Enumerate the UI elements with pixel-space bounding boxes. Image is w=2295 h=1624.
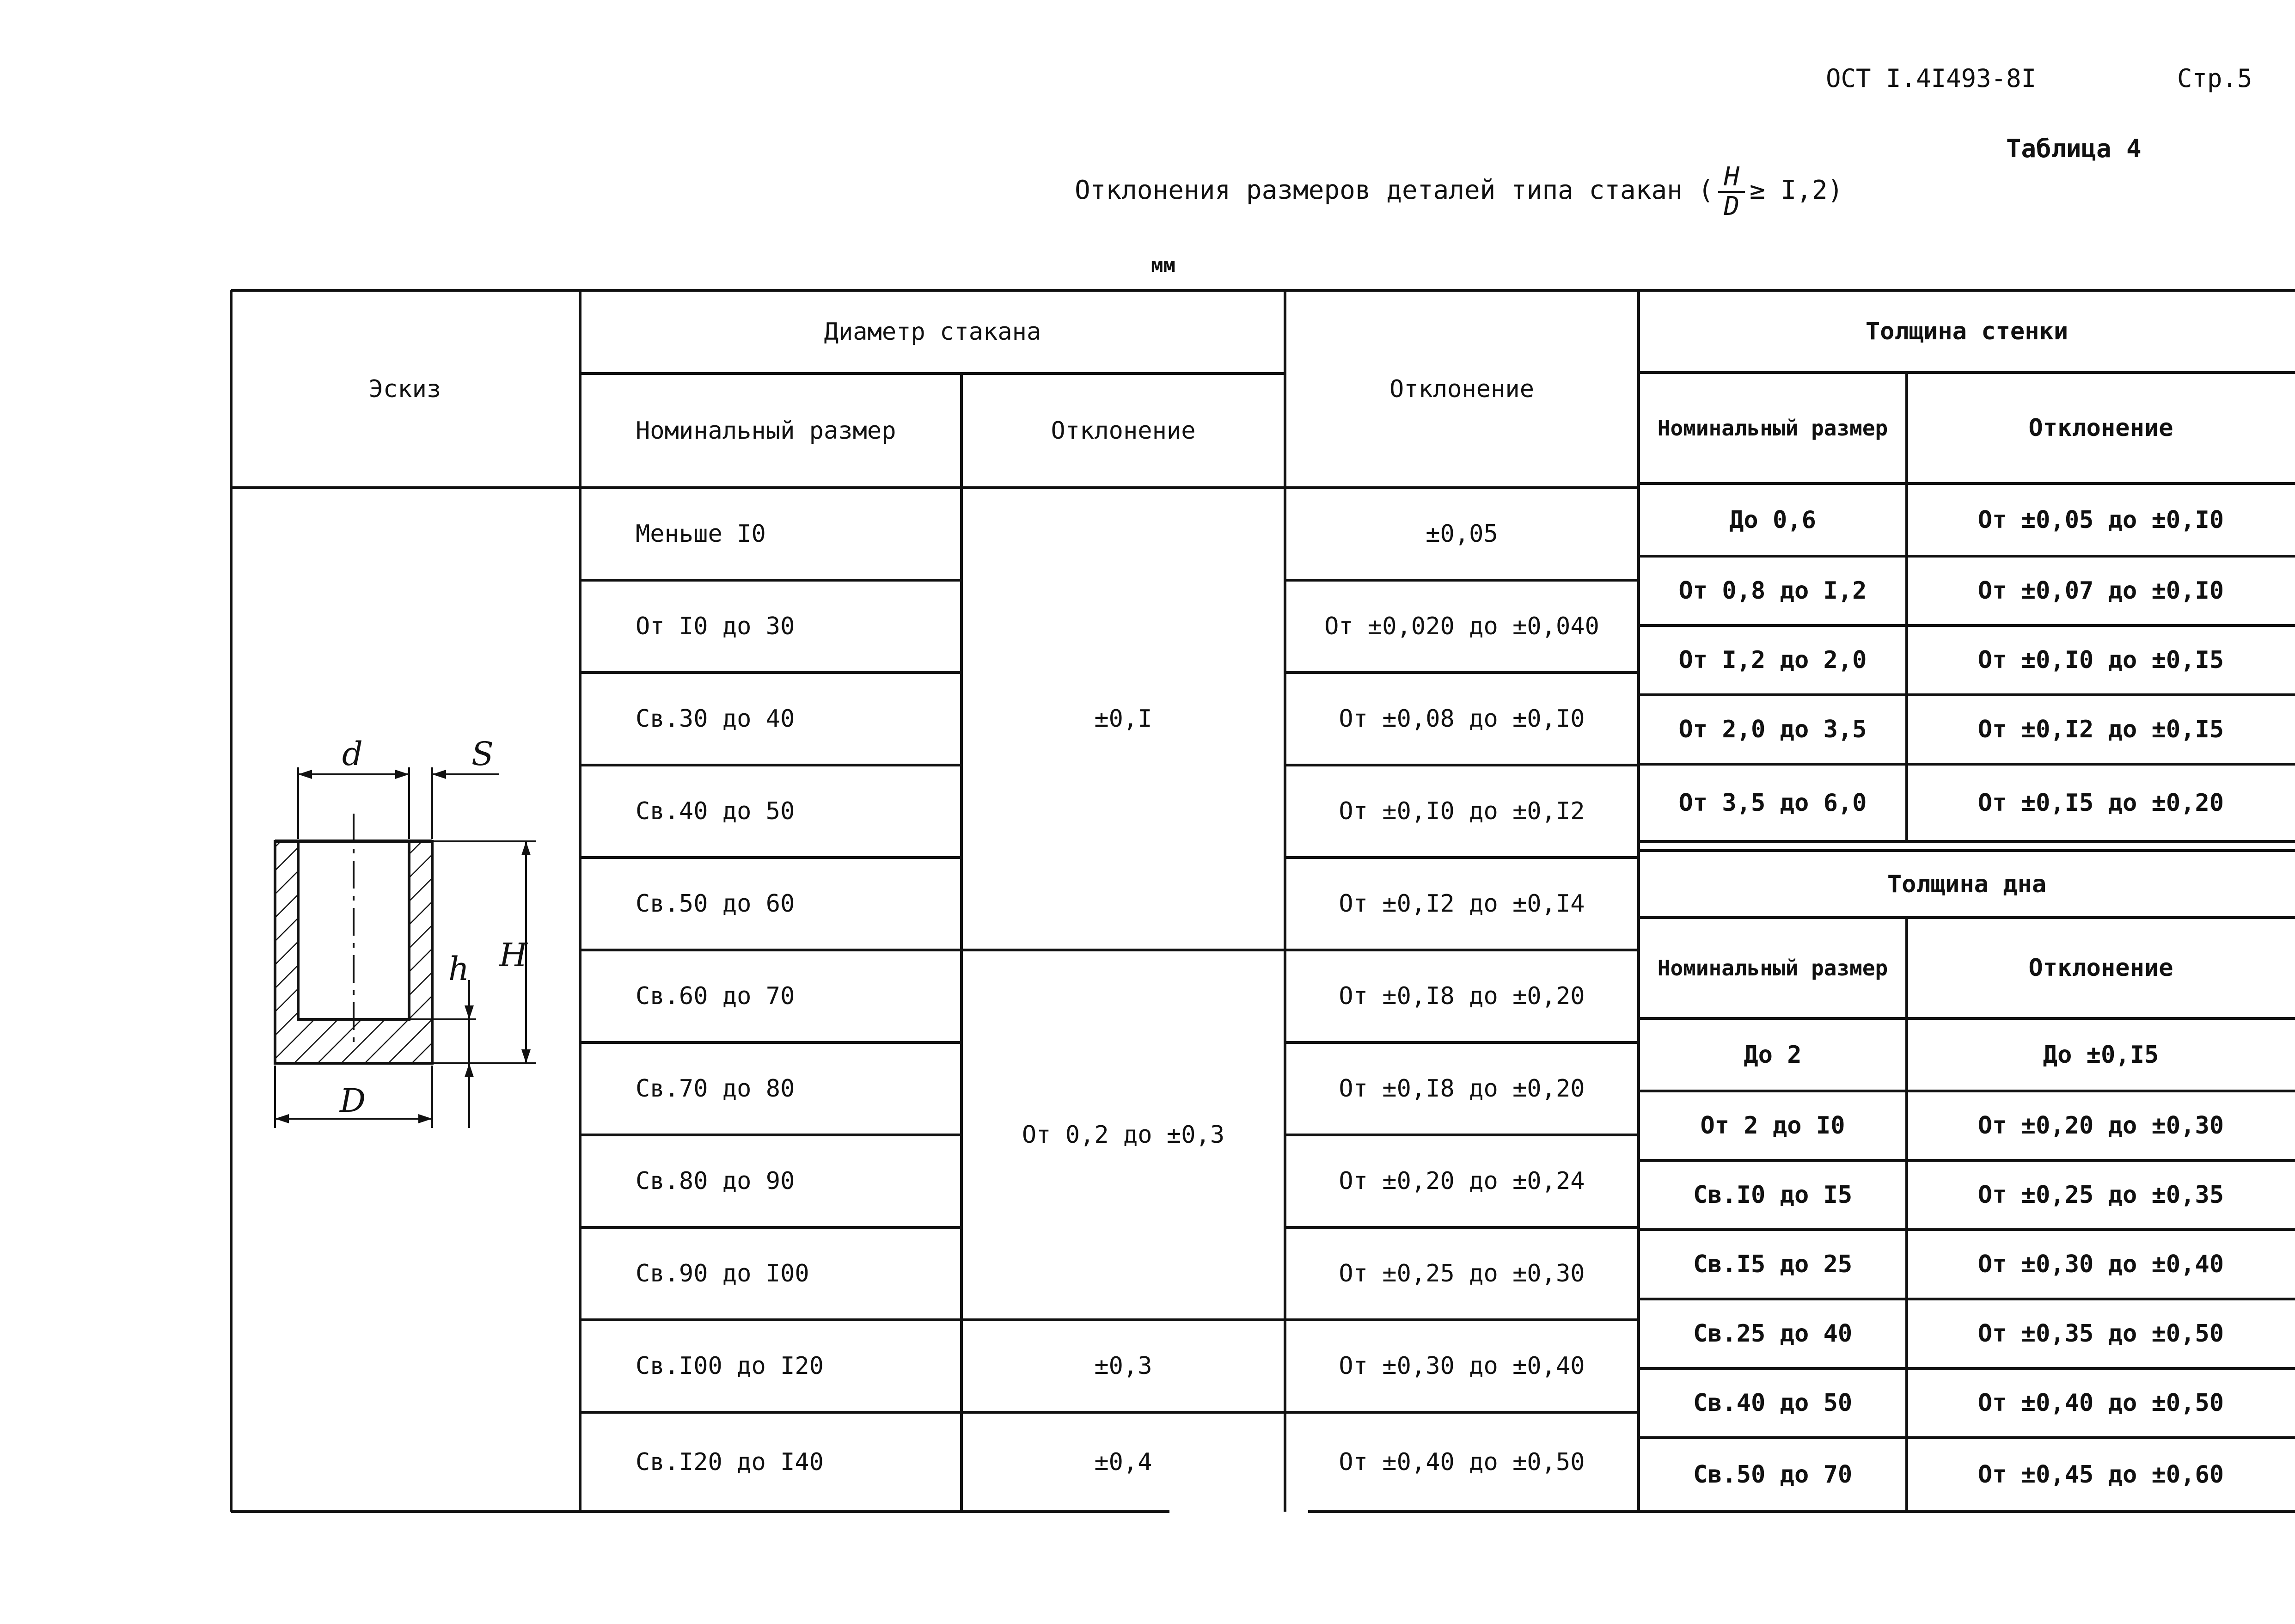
wall-row-nominal: От 3,5 до 6,0 — [1678, 789, 1867, 817]
table-rule — [1285, 1226, 1639, 1229]
table-rule — [1639, 916, 2295, 919]
table-rule — [1905, 373, 1908, 841]
table-rule — [580, 856, 961, 859]
bottom-row-nominal: От 2 до I0 — [1700, 1112, 1845, 1140]
table-rule — [580, 949, 1639, 951]
fraction-numerator: H — [1718, 164, 1745, 193]
bottom-row-deviation: До ±0,I5 — [2043, 1041, 2159, 1069]
deviation-header: Отклонение — [1389, 375, 1535, 403]
table-rule — [580, 1134, 961, 1136]
row-nominal-size: Св.30 до 40 — [636, 705, 795, 733]
cup-sketch — [259, 721, 555, 1137]
table-rule — [1285, 579, 1639, 582]
table-rule — [1308, 1510, 2295, 1513]
bottom-row-nominal: Св.40 до 50 — [1693, 1389, 1853, 1417]
table-rule — [580, 1318, 1639, 1321]
table-rule — [1639, 482, 2295, 485]
table-rule — [580, 1041, 961, 1044]
bottom-row-deviation: От ±0,25 до ±0,35 — [1977, 1181, 2224, 1209]
row-nominal-size: Св.70 до 80 — [636, 1075, 795, 1103]
diameter-group-header: Диаметр стакана — [824, 318, 1041, 346]
label-D: D — [340, 1082, 366, 1120]
table-title — [1075, 164, 1843, 220]
table-rule — [1285, 764, 1639, 766]
label-H: H — [499, 936, 528, 974]
row-nominal-size: Св.80 до 90 — [636, 1167, 795, 1195]
table-rule — [1639, 1367, 2295, 1370]
wall-row-nominal: До 0,6 — [1729, 506, 1816, 534]
row-deviation: ±0,05 — [1426, 520, 1498, 548]
table-rule — [1639, 624, 2295, 627]
table-rule — [1639, 371, 2295, 374]
bottom-row-deviation: От ±0,30 до ±0,40 — [1977, 1250, 2224, 1278]
bottom-thickness-title: Толщина дна — [1887, 870, 2047, 898]
table-rule — [1285, 1041, 1639, 1044]
table-rule — [580, 1226, 961, 1229]
fraction-denominator: D — [1724, 191, 1740, 221]
table-rule — [1639, 1017, 2295, 1020]
row-nominal-size: От I0 до 30 — [636, 613, 795, 640]
sketch-header: Эскиз — [368, 375, 441, 403]
wall-row-deviation: От ±0,05 до ±0,I0 — [1977, 506, 2224, 534]
table-rule — [231, 289, 2295, 292]
table-rule — [1639, 1159, 2295, 1162]
table-rule — [1285, 671, 1639, 674]
table-rule — [1639, 763, 2295, 766]
table-rule — [1284, 290, 1286, 1512]
wall-row-nominal: От 0,8 до I,2 — [1678, 577, 1867, 605]
wall-row-nominal: От I,2 до 2,0 — [1678, 646, 1867, 674]
table-rule — [1639, 693, 2295, 696]
table-rule — [580, 764, 961, 766]
table-rule — [1639, 1090, 2295, 1092]
table-rule — [1639, 1298, 2295, 1300]
diameter-deviation-group-3: ±0,3 — [1094, 1352, 1152, 1380]
wall-deviation-header: Отклонение — [2028, 414, 2173, 442]
row-nominal-size: Меньше I0 — [636, 520, 766, 548]
row-nominal-size: Св.90 до I00 — [636, 1260, 809, 1287]
row-deviation: От ±0,020 до ±0,040 — [1324, 613, 1599, 640]
row-deviation: От ±0,40 до ±0,50 — [1339, 1448, 1585, 1476]
row-nominal-size: Св.40 до 50 — [636, 797, 795, 825]
table-rule — [1639, 849, 2295, 852]
row-deviation: От ±0,30 до ±0,40 — [1339, 1352, 1585, 1380]
row-deviation: От ±0,I8 до ±0,20 — [1339, 1075, 1585, 1103]
bottom-row-deviation: От ±0,35 до ±0,50 — [1977, 1320, 2224, 1348]
standard-number: ОСТ I.4I493-8I — [1826, 64, 2037, 93]
table-rule — [1637, 290, 1640, 1512]
table-rule — [579, 290, 581, 1512]
table-rule — [1905, 918, 1908, 1512]
bottom-row-deviation: От ±0,20 до ±0,30 — [1977, 1112, 2224, 1140]
diameter-deviation-group-1: ±0,I — [1094, 705, 1152, 733]
table-rule — [580, 671, 961, 674]
table-rule — [231, 1510, 1169, 1513]
bottom-row-deviation: От ±0,45 до ±0,60 — [1977, 1461, 2224, 1489]
table-rule — [1285, 856, 1639, 859]
row-deviation: От ±0,I2 до ±0,I4 — [1339, 890, 1585, 918]
table-rule — [580, 1411, 1639, 1414]
table-rule — [230, 290, 233, 1512]
row-nominal-size: Св.I20 до I40 — [636, 1448, 824, 1476]
wall-row-deviation: От ±0,I2 до ±0,I5 — [1977, 716, 2224, 743]
title-tail: ≥ I,2) — [1750, 175, 1843, 206]
table-rule — [1639, 555, 2295, 558]
diameter-deviation-group-2: От 0,2 до ±0,3 — [1022, 1121, 1225, 1149]
unit-label: мм — [1151, 253, 1175, 277]
table-rule — [231, 486, 1639, 489]
title-text: Отклонения размеров деталей типа стакан ( — [1075, 175, 1714, 206]
bottom-deviation-header: Отклонение — [2028, 954, 2173, 982]
diameter-deviation-header: Отклонение — [1051, 417, 1196, 445]
table-rule — [1639, 1436, 2295, 1439]
wall-row-deviation: От ±0,I0 до ±0,I5 — [1977, 646, 2224, 674]
ratio-fraction — [1718, 164, 1745, 220]
bottom-row-deviation: От ±0,40 до ±0,50 — [1977, 1389, 2224, 1417]
wall-row-nominal: От 2,0 до 3,5 — [1678, 716, 1867, 743]
table-rule — [580, 579, 961, 582]
row-nominal-size: Св.50 до 60 — [636, 890, 795, 918]
wall-row-deviation: От ±0,07 до ±0,I0 — [1977, 577, 2224, 605]
bottom-row-nominal: До 2 — [1744, 1041, 1802, 1069]
bottom-row-nominal: Св.50 до 70 — [1693, 1461, 1853, 1489]
row-nominal-size: Св.I00 до I20 — [636, 1352, 824, 1380]
table-rule — [580, 372, 1285, 375]
nominal-size-header: Номинальный размер — [636, 417, 896, 445]
table-rule — [960, 374, 963, 1512]
table-rule — [1639, 840, 2295, 843]
page-number: Стр.5 — [2177, 64, 2252, 93]
label-d: d — [342, 735, 363, 773]
wall-thickness-title: Толщина стенки — [1865, 318, 2069, 345]
table-label: Таблица 4 — [2006, 134, 2142, 163]
table-rule — [1285, 1134, 1639, 1136]
label-s: S — [471, 735, 494, 773]
row-nominal-size: Св.60 до 70 — [636, 982, 795, 1010]
row-deviation: От ±0,08 до ±0,I0 — [1339, 705, 1585, 733]
row-deviation: От ±0,I0 до ±0,I2 — [1339, 797, 1585, 825]
row-deviation: От ±0,I8 до ±0,20 — [1339, 982, 1585, 1010]
bottom-row-nominal: Св.I0 до I5 — [1693, 1181, 1853, 1209]
bottom-row-nominal: Св.25 до 40 — [1693, 1320, 1853, 1348]
diameter-deviation-group-4: ±0,4 — [1094, 1448, 1152, 1476]
row-deviation: От ±0,25 до ±0,30 — [1339, 1260, 1585, 1287]
label-h: h — [448, 950, 470, 988]
bottom-nominal-header: Номинальный размер — [1657, 956, 1888, 981]
wall-nominal-header: Номинальный размер — [1657, 416, 1888, 441]
bottom-row-nominal: Св.I5 до 25 — [1693, 1250, 1853, 1278]
wall-row-deviation: От ±0,I5 до ±0,20 — [1977, 789, 2224, 817]
row-deviation: От ±0,20 до ±0,24 — [1339, 1167, 1585, 1195]
table-rule — [1639, 1228, 2295, 1231]
